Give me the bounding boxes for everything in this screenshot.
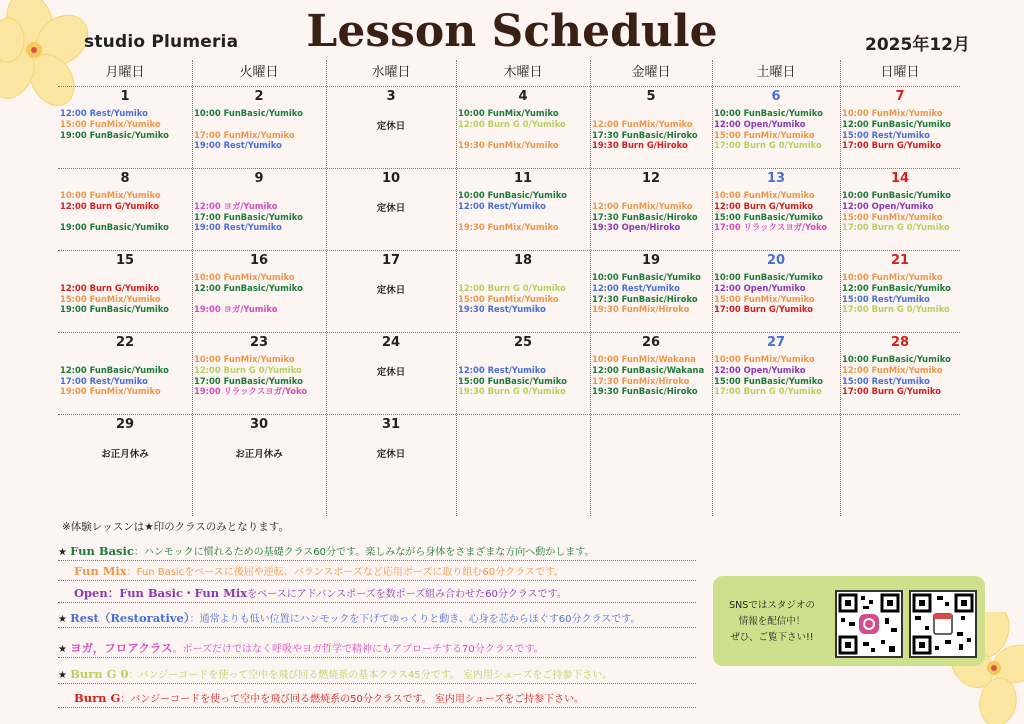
lesson-item[interactable]: 12:00 Open/Yumiko	[714, 118, 806, 129]
lesson-list	[194, 190, 326, 233]
calendar-day-cell[interactable]	[590, 86, 712, 168]
day-number: 10	[381, 171, 401, 186]
calendar-day-cell[interactable]	[58, 414, 192, 516]
day-number: 31	[381, 417, 401, 432]
legend-item	[58, 563, 564, 578]
lesson-item[interactable]: 10:00 FunBasic/Yumiko	[714, 108, 823, 118]
day-number: 14	[890, 171, 910, 186]
lesson-item[interactable]: 10:00 FunMix/Yumiko	[60, 190, 161, 200]
lesson-list	[842, 108, 960, 151]
lesson-item[interactable]: 15:00 FunMix/Yumiko	[842, 211, 943, 222]
day-number: 11	[513, 171, 533, 186]
legend-star-icon: ★	[58, 547, 71, 558]
day-number: 24	[381, 335, 401, 350]
legend-item	[58, 666, 612, 681]
lesson-item[interactable]: 19:00 FunBasic/Yumiko	[60, 129, 169, 140]
lesson-item[interactable]: 15:00 Rest/Yumiko	[842, 129, 930, 140]
lesson-item[interactable]: 15:00 FunMix/Yumiko	[60, 118, 161, 129]
lesson-item[interactable]: 10:00 FunMix/Wakana	[592, 354, 696, 364]
lesson-item[interactable]: 10:00 FunBasic/Yumiko	[842, 190, 951, 200]
legend-item	[58, 610, 640, 626]
sns-text-line: ぜひ、ご覧下さい!!	[730, 632, 814, 643]
lesson-item[interactable]: 17:00 FunMix/Yumiko	[194, 129, 295, 140]
lesson-item[interactable]: 12:00 FunBasic/Yumiko	[842, 282, 951, 293]
lesson-item[interactable]: 12:00 Open/Yumiko	[714, 364, 806, 375]
legend-divider	[58, 602, 696, 603]
studio-name: studio Plumeria	[84, 32, 239, 52]
lesson-item[interactable]: 12:00 Burn G 0/Yumiko	[458, 282, 566, 293]
day-number: 17	[381, 253, 401, 268]
day-number: 22	[115, 335, 135, 350]
legend-item	[58, 690, 584, 705]
lesson-item[interactable]: 17:00 Burn G/Yumiko	[842, 140, 941, 151]
calendar-day-cell[interactable]	[326, 414, 456, 516]
lesson-item[interactable]: 12:00 FunBasic/Wakana	[592, 364, 705, 375]
lesson-item[interactable]: 10:00 FunMix/Yumiko	[714, 190, 815, 200]
calendar-day-cell[interactable]	[590, 168, 712, 250]
lesson-item[interactable]: 15:00 Rest/Yumiko	[842, 293, 930, 304]
lesson-item[interactable]: 19:30 FunBasic/Hiroko	[592, 386, 698, 397]
calendar-day-cell[interactable]	[840, 332, 960, 414]
lesson-item[interactable]: 17:30 FunBasic/Hiroko	[592, 211, 698, 222]
lesson-item[interactable]: 17:30 FunBasic/Hiroko	[592, 293, 698, 304]
closed-label: 定休日	[376, 285, 406, 296]
lesson-list	[458, 190, 590, 233]
calendar-day-cell[interactable]	[590, 332, 712, 414]
lesson-item[interactable]: 12:00 FunMix/Yumiko	[842, 364, 943, 375]
day-number: 12	[641, 171, 661, 186]
lesson-item[interactable]: 17:00 Burn G/Yumiko	[714, 304, 813, 315]
legend-description: Fun Basicをベースに後屈や逆転、バランスポーズなど応用ポーズに取り組む60分クラスです。	[136, 567, 565, 578]
day-header: 月曜日	[105, 65, 145, 80]
calendar-day-cell[interactable]	[712, 250, 840, 332]
lesson-item[interactable]: 10:00 FunBasic/Yumiko	[842, 354, 951, 364]
legend-class-name: ヨガ，フロアクラス	[70, 641, 173, 655]
legend-description: をベースにアドバンスポーズを数ポーズ組み合わせた60分クラスです。	[247, 589, 567, 600]
sns-box	[713, 576, 985, 666]
lesson-item[interactable]: 19:30 FunMix/Hiroko	[592, 304, 690, 315]
calendar-day-cell[interactable]	[456, 414, 590, 516]
lesson-item	[592, 190, 712, 201]
day-number: 2	[254, 89, 264, 104]
legend-class-name: Fun Basic	[70, 544, 134, 558]
lesson-item	[458, 354, 590, 365]
day-number: 15	[115, 253, 135, 268]
lesson-item[interactable]: 19:30 FunMix/Yumiko	[458, 222, 559, 233]
legend-class-name: Fun Mix	[74, 564, 127, 578]
lesson-list	[714, 190, 840, 233]
legend-separator: 。	[172, 644, 183, 655]
calendar-day-cell[interactable]	[840, 86, 960, 168]
legend-description: バンジーコードを使って空中を飛び回る燃焼系の基本クラス45分です。 室内用シューズをご持参下さい。	[138, 670, 613, 681]
lesson-item[interactable]: 10:00 FunBasic/Yumiko	[714, 272, 823, 282]
lesson-item[interactable]: 15:00 FunMix/Yumiko	[714, 293, 815, 304]
day-number: 5	[646, 89, 656, 104]
calendar-day-cell[interactable]	[840, 168, 960, 250]
closed-label: 定休日	[376, 203, 406, 214]
lesson-item[interactable]: 15:00 FunMix/Yumiko	[60, 293, 161, 304]
calendar-day-cell[interactable]	[590, 414, 712, 516]
calendar-day-cell[interactable]	[326, 168, 456, 250]
lesson-item[interactable]: 12:00 Open/Yumiko	[842, 200, 934, 211]
lesson-item[interactable]: 12:00 Burn G/Yumiko	[60, 200, 159, 211]
lesson-item[interactable]: 12:00 Rest/Yumiko	[458, 200, 546, 211]
legend-class-name: Burn G 0	[70, 667, 129, 681]
day-number: 25	[513, 335, 533, 350]
day-number: 18	[513, 253, 533, 268]
lesson-item[interactable]: 12:00 Open/Yumiko	[714, 282, 806, 293]
day-number: 28	[890, 335, 910, 350]
lesson-item[interactable]: 12:00 FunMix/Yumiko	[592, 200, 693, 211]
lesson-item[interactable]: 17:00 FunBasic/Yumiko	[194, 211, 303, 222]
lesson-item[interactable]: 17:00 リラックスヨガ/Yoko	[714, 222, 828, 233]
lesson-item[interactable]: 10:00 FunMix/Yumiko	[458, 108, 559, 118]
lesson-item[interactable]: 17:00 FunBasic/Yumiko	[194, 375, 303, 386]
lesson-item[interactable]: 12:00 Rest/Yumiko	[592, 282, 680, 293]
day-header: 土曜日	[756, 65, 796, 80]
calendar-day-cell[interactable]	[326, 86, 456, 168]
legend-star-icon: ★	[58, 670, 71, 681]
calendar-day-cell[interactable]	[456, 168, 590, 250]
day-number: 7	[895, 89, 905, 104]
legend-item	[58, 543, 594, 558]
lesson-item[interactable]: 12:00 ヨガ/Yumiko	[194, 200, 278, 211]
lesson-list	[60, 354, 192, 397]
calendar-day-cell[interactable]	[456, 332, 590, 414]
lesson-list	[592, 190, 712, 233]
calendar-day-cell[interactable]	[58, 86, 192, 168]
legend-divider	[58, 683, 696, 684]
day-number: 27	[766, 335, 786, 350]
lesson-list	[458, 108, 590, 151]
lesson-item[interactable]: 17:30 FunMix/Hiroko	[592, 375, 690, 386]
day-number: 21	[890, 253, 910, 268]
legend-separator: ：	[189, 614, 200, 625]
legend-divider	[58, 627, 696, 628]
calendar-day-cell[interactable]	[712, 86, 840, 168]
calendar-day-cell[interactable]	[192, 250, 326, 332]
legend-class-name: Burn G	[74, 691, 121, 705]
closed-label: お正月休み	[235, 449, 283, 460]
legend-separator: ：	[126, 567, 137, 578]
lesson-item[interactable]: 17:00 Burn G 0/Yumiko	[842, 304, 950, 315]
lesson-item	[458, 272, 590, 283]
lesson-list	[458, 272, 590, 315]
closed-label: お正月休み	[101, 449, 149, 460]
lesson-item[interactable]: 17:00 Rest/Yumiko	[60, 375, 148, 386]
day-header: 日曜日	[880, 65, 920, 80]
lesson-item[interactable]: 19:30 FunMix/Yumiko	[458, 140, 559, 151]
trial-lesson-note: ※体験レッスンは★印のクラスのみとなります。	[62, 521, 289, 533]
lesson-list	[60, 108, 192, 140]
lesson-list	[194, 272, 326, 315]
day-header: 金曜日	[631, 65, 671, 80]
closed-label: 定休日	[376, 121, 406, 132]
legend-description: ポーズだけではなく呼吸やヨガ哲学で精神にもアプローチする70分クラスです。	[182, 644, 544, 655]
legend-class-name: Open：Fun Basic・Fun Mix	[74, 586, 248, 600]
lesson-item	[458, 212, 590, 223]
lesson-item[interactable]: 10:00 FunBasic/Yumiko	[194, 108, 303, 118]
legend-divider	[58, 560, 696, 561]
lesson-item[interactable]: 15:00 FunBasic/Yumiko	[714, 375, 823, 386]
lesson-item[interactable]: 10:00 FunMix/Yumiko	[714, 354, 815, 364]
lesson-item[interactable]: 19:30 Burn G/Hiroko	[592, 140, 688, 151]
lesson-item[interactable]: 10:00 FunMix/Yumiko	[194, 354, 295, 364]
lesson-item[interactable]: 15:00 FunMix/Yumiko	[458, 293, 559, 304]
lesson-item[interactable]: 10:00 FunMix/Yumiko	[842, 108, 943, 118]
legend-divider	[58, 707, 696, 708]
calendar-day-cell[interactable]	[326, 250, 456, 332]
lesson-item[interactable]: 12:00 FunBasic/Yumiko	[60, 364, 169, 375]
legend-item	[58, 585, 567, 601]
day-number: 3	[386, 89, 396, 104]
day-number: 6	[771, 89, 781, 104]
lesson-item	[60, 272, 192, 283]
day-number: 13	[766, 171, 786, 186]
closed-label: 定休日	[376, 449, 406, 460]
lesson-item	[458, 130, 590, 141]
lesson-item[interactable]: 12:00 Burn G 0/Yumiko	[194, 364, 302, 375]
calendar-day-cell[interactable]	[58, 250, 192, 332]
lesson-item[interactable]: 15:00 FunMix/Yumiko	[714, 129, 815, 140]
lesson-list	[592, 354, 712, 397]
legend-divider	[58, 657, 696, 658]
calendar-day-cell[interactable]	[840, 250, 960, 332]
lesson-list	[592, 108, 712, 151]
lesson-item[interactable]: 19:30 Open/Hiroko	[592, 222, 681, 233]
lesson-item[interactable]: 17:30 FunBasic/Hiroko	[592, 129, 698, 140]
lesson-item	[194, 294, 326, 305]
lesson-item	[592, 108, 712, 119]
calendar-day-cell[interactable]	[192, 168, 326, 250]
legend-star-icon: ★	[58, 644, 71, 655]
lesson-item[interactable]: 12:00 FunMix/Yumiko	[592, 118, 693, 129]
calendar-day-cell[interactable]	[58, 168, 192, 250]
legend-description: ハンモックに慣れるための基礎クラス60分です。楽しみながら身体をさまざまな方向へ動かします。	[143, 547, 595, 558]
lesson-list	[842, 190, 960, 233]
day-number: 26	[641, 335, 661, 350]
day-number: 9	[254, 171, 264, 186]
calendar-day-cell[interactable]	[456, 86, 590, 168]
calendar-day-cell[interactable]	[192, 414, 326, 516]
lesson-item[interactable]: 10:00 FunMix/Yumiko	[842, 272, 943, 282]
year-month: 2025年12月	[865, 35, 970, 55]
lesson-item[interactable]: 17:00 Burn G/Yumiko	[842, 386, 941, 397]
lesson-item[interactable]: 19:00 リラックスヨガ/Yoko	[194, 386, 308, 397]
legend-star-icon: ★	[58, 614, 71, 625]
lesson-item[interactable]: 12:00 Burn G 0/Yumiko	[458, 118, 566, 129]
calendar-qr-code-icon[interactable]	[909, 590, 977, 658]
day-header: 木曜日	[503, 65, 543, 80]
lesson-item[interactable]: 19:30 Burn G 0/Yumiko	[458, 386, 566, 397]
calendar-day-cell[interactable]	[590, 250, 712, 332]
lesson-item	[60, 354, 192, 365]
calendar-day-cell[interactable]	[58, 332, 192, 414]
day-header: 水曜日	[371, 65, 411, 80]
lesson-item[interactable]: 15:00 FunBasic/Yumiko	[714, 211, 823, 222]
lesson-item[interactable]: 12:00 FunBasic/Yumiko	[194, 282, 303, 293]
day-number: 23	[249, 335, 269, 350]
sns-text-line: SNSではスタジオの	[729, 600, 815, 611]
lesson-item[interactable]: 12:00 Burn G/Yumiko	[60, 282, 159, 293]
calendar-day-cell[interactable]	[712, 332, 840, 414]
sns-text-line: 情報を配信中！	[738, 616, 806, 627]
lesson-list	[458, 354, 590, 397]
calendar-day-cell[interactable]	[192, 332, 326, 414]
day-header: 火曜日	[239, 65, 279, 80]
sns-text	[723, 598, 821, 646]
lesson-list	[714, 354, 840, 397]
lesson-item[interactable]: 19:00 FunBasic/Yumiko	[60, 222, 169, 233]
instagram-qr-code-icon[interactable]	[835, 590, 903, 658]
lesson-list	[714, 272, 840, 315]
lesson-item[interactable]: 17:00 Burn G 0/Yumiko	[842, 222, 950, 233]
lesson-item[interactable]: 19:00 Rest/Yumiko	[194, 140, 282, 151]
lesson-list	[194, 354, 326, 397]
lesson-item[interactable]: 19:00 ヨガ/Yumiko	[194, 304, 278, 315]
lesson-item[interactable]: 19:30 Rest/Yumiko	[458, 304, 546, 315]
day-number: 4	[518, 89, 528, 104]
lesson-item[interactable]: 12:00 Rest/Yumiko	[60, 108, 148, 118]
legend-item	[58, 640, 544, 656]
lesson-item[interactable]: 19:00 FunMix/Yumiko	[60, 386, 161, 397]
legend-divider	[58, 580, 696, 581]
day-number: 30	[249, 417, 269, 432]
calendar-day-cell[interactable]	[192, 86, 326, 168]
day-number: 29	[115, 417, 135, 432]
legend-separator: ：	[120, 694, 131, 705]
lesson-list	[842, 272, 960, 315]
lesson-list	[60, 190, 192, 233]
lesson-item	[194, 190, 326, 201]
lesson-item[interactable]: 15:00 FunBasic/Yumiko	[458, 375, 567, 386]
lesson-list	[842, 354, 960, 397]
lesson-item[interactable]: 17:00 Burn G 0/Yumiko	[714, 386, 822, 397]
day-number: 16	[249, 253, 269, 268]
legend-description: バンジーコードを使って空中を飛び回る燃焼系の50分クラスです。 室内用シューズをご持参下さい。	[130, 694, 585, 705]
lesson-list	[592, 272, 712, 315]
closed-label: 定休日	[376, 367, 406, 378]
lesson-item[interactable]: 12:00 Rest/Yumiko	[458, 364, 546, 375]
lesson-item	[60, 212, 192, 223]
day-number: 1	[120, 89, 130, 104]
calendar-day-cell[interactable]	[840, 414, 960, 516]
lesson-list	[714, 108, 840, 151]
lesson-item[interactable]: 19:00 FunBasic/Yumiko	[60, 304, 169, 315]
legend-separator: ：	[133, 547, 144, 558]
lesson-list	[194, 108, 326, 151]
calendar-day-cell[interactable]	[712, 168, 840, 250]
lesson-list	[60, 272, 192, 315]
calendar-day-cell[interactable]	[326, 332, 456, 414]
day-number: 20	[766, 253, 786, 268]
day-number: 8	[120, 171, 130, 186]
lesson-item[interactable]: 17:00 Burn G 0/Yumiko	[714, 140, 822, 151]
calendar-day-cell[interactable]	[712, 414, 840, 516]
lesson-item[interactable]: 19:00 Rest/Yumiko	[194, 222, 282, 233]
calendar-grid	[58, 60, 960, 516]
lesson-item[interactable]: 12:00 FunBasic/Yumiko	[842, 118, 951, 129]
legend-class-name: Rest（Restorative）	[70, 611, 190, 625]
lesson-item[interactable]: 10:00 FunBasic/Yumiko	[458, 190, 567, 200]
day-number: 19	[641, 253, 661, 268]
lesson-item[interactable]: 12:00 Burn G/Yumiko	[714, 200, 813, 211]
lesson-item[interactable]: 10:00 FunMix/Yumiko	[194, 272, 295, 282]
lesson-item	[194, 119, 326, 130]
legend-separator: ：	[128, 670, 139, 681]
page-title: Lesson Schedule	[306, 6, 718, 57]
lesson-item[interactable]: 10:00 FunBasic/Yumiko	[592, 272, 701, 282]
calendar-day-cell[interactable]	[456, 250, 590, 332]
lesson-item[interactable]: 15:00 Rest/Yumiko	[842, 375, 930, 386]
legend-description: 通常よりも低い位置にハンモックを下げてゆっくりと動き、心身を芯からほぐす60分クラスです。	[199, 614, 641, 625]
